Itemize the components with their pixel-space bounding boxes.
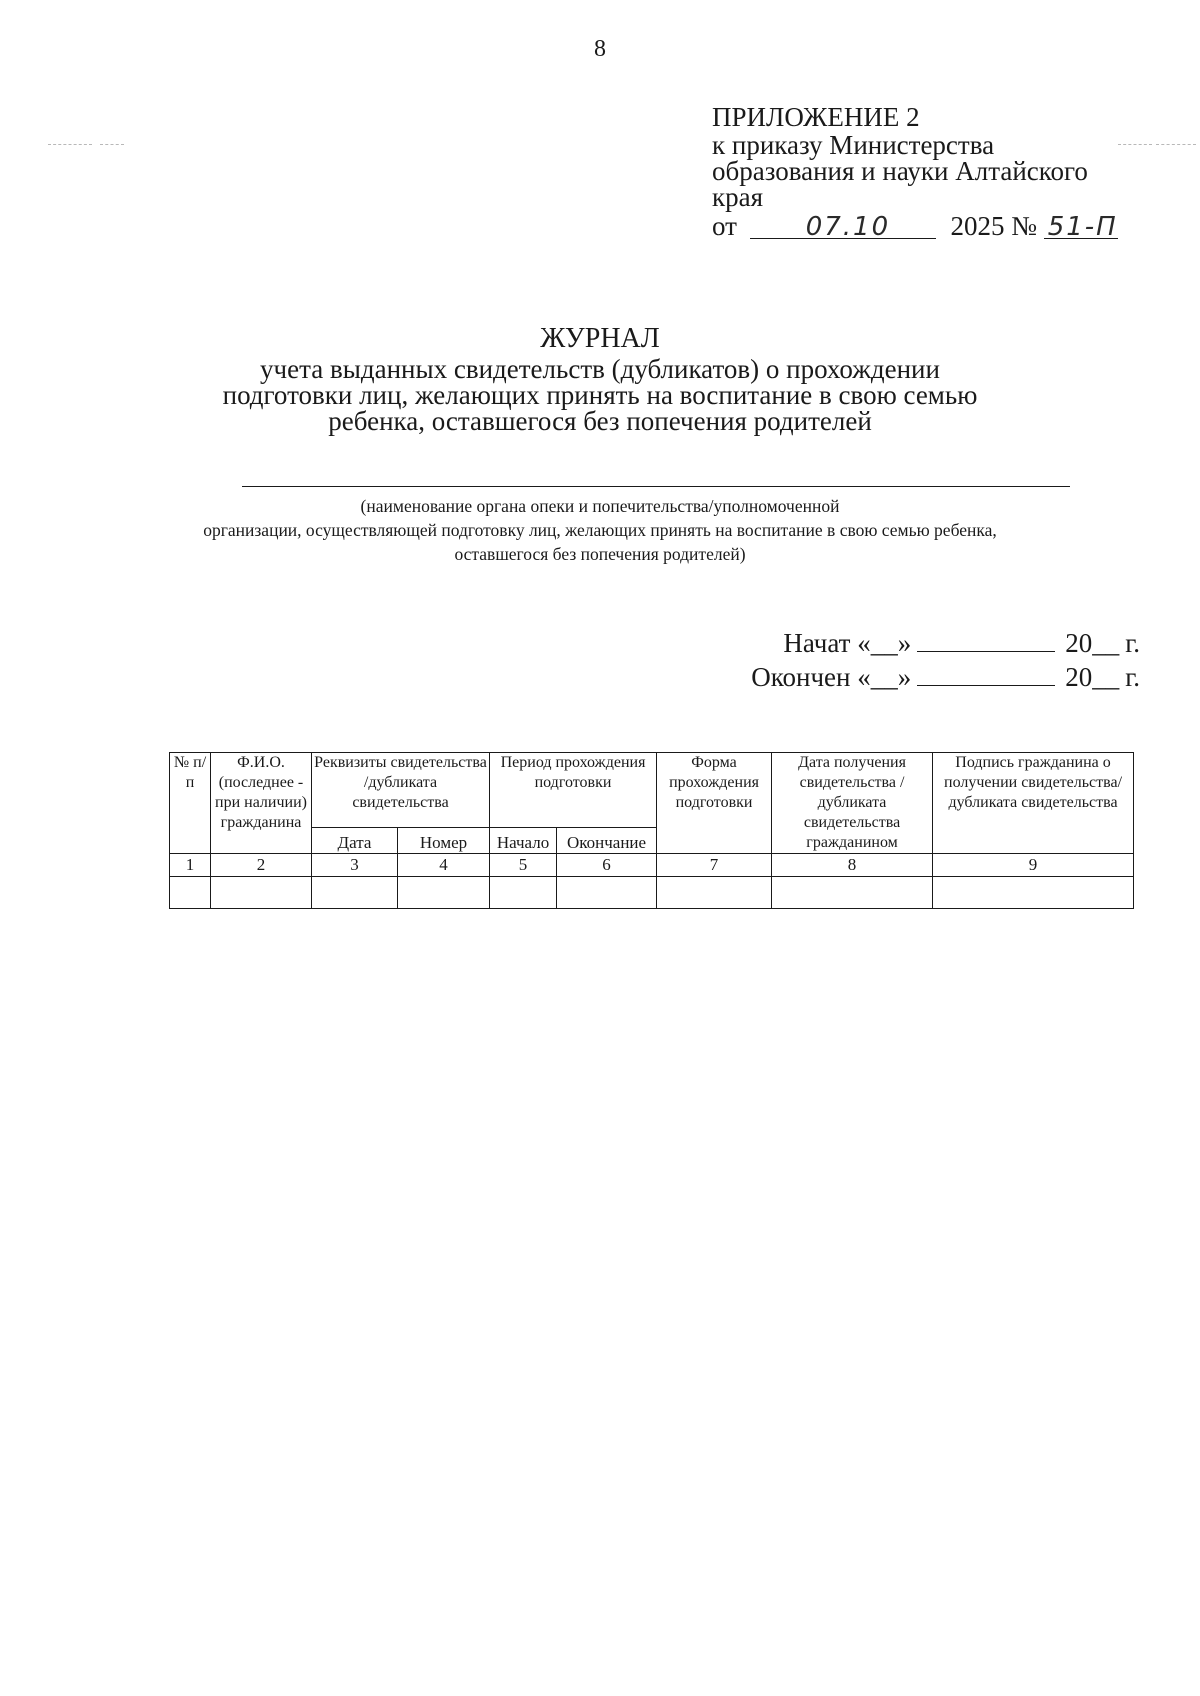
page-number: 8	[594, 36, 606, 62]
scan-mark-left-2	[100, 144, 124, 145]
ended-blank	[917, 663, 1055, 686]
started-label: Начат «__»	[783, 628, 912, 658]
header-period: Период прохождения подготовки	[490, 753, 657, 828]
column-number: 8	[772, 854, 933, 877]
header-fio: Ф.И.О. (последнее - при наличии) гражданина	[211, 753, 312, 854]
appendix-line: края	[712, 182, 764, 212]
column-number: 2	[211, 854, 312, 877]
ended-year: 20__	[1065, 662, 1120, 692]
header-form: Форма прохождения подготовки	[657, 753, 772, 854]
ended-row	[650, 660, 1140, 694]
ended-year-suffix: г.	[1125, 662, 1140, 692]
table-cell	[557, 877, 657, 909]
column-number: 4	[398, 854, 490, 877]
order-number-handwritten: 51-П	[1047, 212, 1118, 242]
header-received-date: Дата получения свидетельства / дубликата свидетельства гражданином	[772, 753, 933, 854]
scan-mark-right-2	[1156, 144, 1196, 145]
scan-mark-left	[48, 144, 92, 145]
started-row	[650, 626, 1140, 660]
table-cell	[657, 877, 772, 909]
order-date-handwritten: 07.10	[805, 212, 891, 242]
appendix-block	[712, 104, 1132, 242]
org-caption-line: организации, осуществляющей подготовку лиц, желающих принять на воспитание в свою семью ребенка,	[203, 520, 997, 540]
started-year-suffix: г.	[1125, 628, 1140, 658]
column-number: 1	[170, 854, 211, 877]
document-title	[0, 323, 1200, 436]
column-number: 6	[557, 854, 657, 877]
table-cell	[170, 877, 211, 909]
subheader-date: Дата	[312, 828, 398, 854]
table-cell	[398, 877, 490, 909]
subheader-end: Окончание	[557, 828, 657, 854]
header-requisites: Реквизиты свидетельства /дубликата свидетельства	[312, 753, 490, 828]
column-number: 5	[490, 854, 557, 877]
appendix-line: к приказу Министерства	[712, 130, 995, 160]
appendix-heading: ПРИЛОЖЕНИЕ 2	[712, 102, 920, 132]
journal-dates	[650, 626, 1140, 694]
table-cell	[933, 877, 1134, 909]
started-year: 20__	[1065, 628, 1120, 658]
column-number: 7	[657, 854, 772, 877]
order-number-blank	[1044, 212, 1118, 242]
table-header-row	[170, 753, 1134, 828]
order-year: 2025 №	[950, 211, 1037, 241]
header-signature: Подпись гражданина о получении свидетельства/ дубликата свидетельства	[933, 753, 1134, 854]
title-main: ЖУРНАЛ	[540, 323, 660, 354]
table-cell	[772, 877, 933, 909]
column-number-row	[170, 854, 1134, 877]
order-prefix: от	[712, 211, 737, 241]
appendix-line: образования и науки Алтайского	[712, 156, 1088, 186]
column-number: 9	[933, 854, 1134, 877]
title-line: подготовки лиц, желающих принять на воспитание в свою семью	[222, 380, 978, 410]
order-date-blank	[750, 212, 936, 242]
title-line: ребенка, оставшегося без попечения родителей	[328, 406, 872, 436]
table-row	[170, 877, 1134, 909]
table-cell	[211, 877, 312, 909]
column-number: 3	[312, 854, 398, 877]
journal-table	[169, 752, 1134, 909]
header-num: № п/п	[170, 753, 211, 854]
started-blank	[917, 629, 1055, 652]
subheader-start: Начало	[490, 828, 557, 854]
title-line: учета выданных свидетельств (дубликатов) о прохождении	[260, 354, 940, 384]
org-caption-line: (наименование органа опеки и попечительства/уполномоченной	[360, 496, 840, 516]
subheader-number: Номер	[398, 828, 490, 854]
table-cell	[490, 877, 557, 909]
org-caption-line: оставшегося без попечения родителей)	[454, 544, 746, 564]
ended-label: Окончен «__»	[751, 662, 912, 692]
org-caption	[0, 494, 1200, 566]
table-cell	[312, 877, 398, 909]
order-line	[712, 212, 1132, 242]
org-name-rule	[242, 486, 1070, 487]
